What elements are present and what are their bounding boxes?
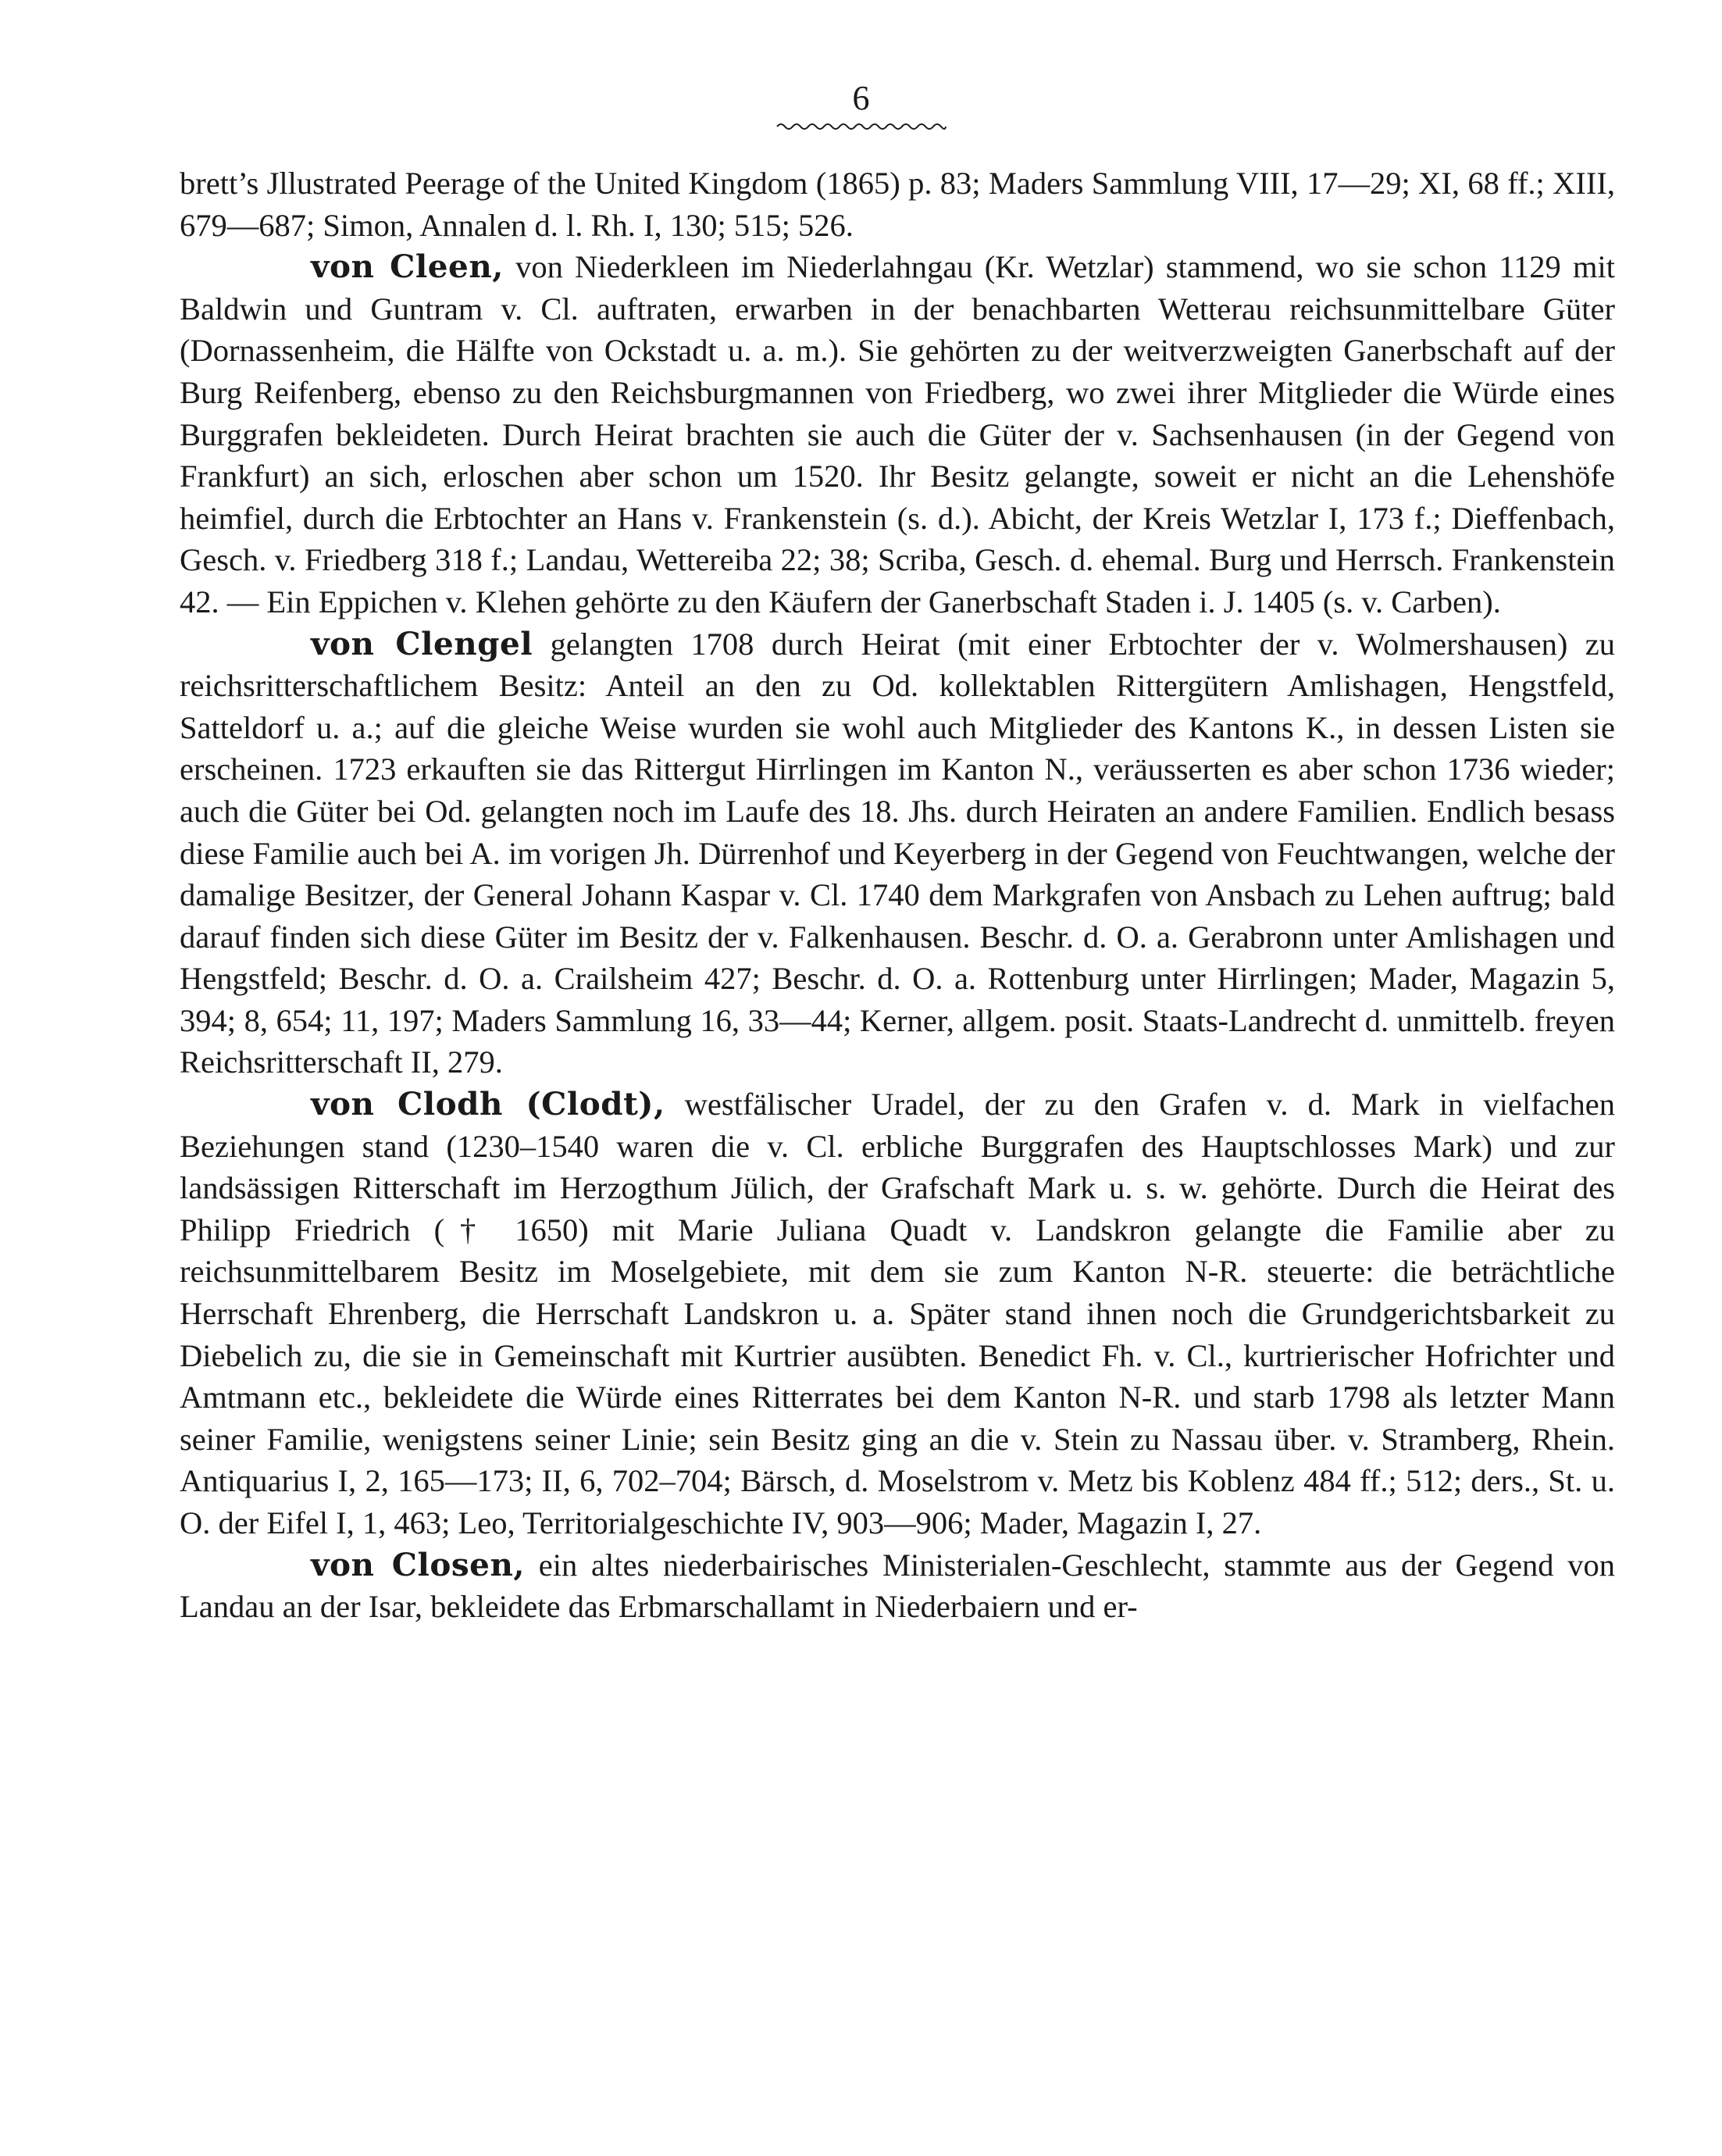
entry-von-clodh xyxy=(180,1083,1615,1544)
entry-text: westfälischer Uradel, der zu den Grafen v. d. Mark in vielfachen Beziehungen stand (1230–1540 waren die v. Cl. erbliche Burggrafen des Hauptschlosses Mark) und zur landsässigen Ritterschaft im Herzogthum Jülich, der Grafschaft Mark u. s. w. gehörte. Durch die Heirat des Philipp Friedrich († 1650) mit Marie Juliana Quadt v. Landskron gelangte die Familie aber zu reichsunmittelbarem Besitz im Moselgebiete, mit dem sie zum Kanton N-R. steuerte: die beträchtliche Herrschaft Ehrenberg, die Herrschaft Landskron u. a. Später stand ihnen noch die Grundgerichtsbarkeit zu Diebelich zu, die sie in Gemeinschaft mit Kurtrier ausübten. Benedict Fh. v. Cl., kurtrierischer Hofrichter und Amtmann etc., bekleidete die Würde eines Ritterrates bei dem Kanton N-R. und starb 1798 als letzter Mann seiner Familie, wenigstens seiner Linie; sein Besitz ging an die v. Stein zu Nassau über. v. Stramberg, Rhein. Antiquarius I, 2, 165—173; II, 6, 702–704; Bärsch, d. Moselstrom v. Metz bis Koblenz 484 ff.; 512; ders., St. u. O. der Eifel I, 1, 463; Leo, Territorialgeschichte IV, 903—906; Mader, Magazin I, 27. xyxy=(180,1087,1616,1540)
entry-von-cleen xyxy=(180,246,1615,623)
entry-text: gelangten 1708 durch Heirat (mit einer Erbtochter der v. Wolmershausen) zu reichsritterschaftlichem Besitz: Anteil an den zu Od. kollektablen Rittergütern Amlishagen, Hengstfeld, Satteldorf u. a.; auf die gleiche Weise wurden sie wohl auch Mitglieder des Kantons K., in dessen Listen sie erscheinen. 1723 erkauften sie das Rittergut Hirrlingen im Kanton N., veräusserten es aber schon 1736 wieder; auch die Güter bei Od. gelangten noch im Laufe des 18. Jhs. durch Heiraten an andere Familien. Endlich besass diese Familie auch bei A. im vorigen Jh. Dürrenhof und Keyerberg in der Gegend von Feuchtwangen, welche der damalige Besitzer, der General Johann Kaspar v. Cl. 1740 dem Markgrafen von Ansbach zu Lehen auftrug; bald darauf finden sich diese Güter im Besitz der v. Falkenhausen. Beschr. d. O. a. Gerabronn unter Amlishagen und Hengstfeld; Beschr. d. O. a. Crailsheim 427; Beschr. d. O. a. Rottenburg unter Hirrlingen; Mader, Magazin 5, 394; 8, 654; 11, 197; Maders Sammlung 16, 33—44; Kerner, allgem. posit. Staats-Landrecht d. unmittelb. freyen Reichsritterschaft II, 279. xyxy=(180,626,1615,1080)
entry-text: ein altes niederbairisches Ministerialen-Geschlecht, stammte aus der Gegend von Landau an der Isar, bekleidete das Erbmarschallamt in Niederbaiern und er- xyxy=(180,1547,1615,1625)
paragraph-continuation xyxy=(180,162,1615,246)
page-header xyxy=(0,78,1722,133)
entry-von-closen xyxy=(180,1544,1615,1628)
entry-von-clengel xyxy=(180,623,1615,1084)
wavy-rule-ornament xyxy=(775,120,947,133)
page-body-text xyxy=(180,162,1615,1628)
entry-text: von Niederkleen im Niederlahngau (Kr. Wetzlar) stammend, wo sie schon 1129 mit Baldwin und Guntram v. Cl. auftraten, erwarben in der benachbarten Wetterau reichsunmittelbare Güter (Dornassenheim, die Hälfte von Ockstadt u. a. m.). Sie gehörten zu der weitverzweigten Ganerbschaft auf der Burg Reifenberg, ebenso zu den Reichsburgmannen von Friedberg, wo zwei ihrer Mitglieder die Würde eines Burggrafen bekleideten. Durch Heirat brachten sie auch die Güter der v. Sachsenhausen (in der Gegend von Frankfurt) an sich, erloschen aber schon um 1520. Ihr Besitz gelangte, soweit er nicht an die Lehenshöfe heimfiel, durch die Erbtochter an Hans v. Frankenstein (s. d.). Abicht, der Kreis Wetzlar I, 173 f.; Dieffenbach, Gesch. v. Friedberg 318 f.; Landau, Wettereiba 22; 38; Scriba, Gesch. d. ehemal. Burg und Herrsch. Frankenstein 42. — Ein Eppichen v. Klehen gehörte zu den Käufern der Ganerbschaft Staden i. J. 1405 (s. v. Carben). xyxy=(180,249,1615,619)
entry-headword: von Closen, xyxy=(311,1545,525,1583)
paragraph-text: brett’s Jllustrated Peerage of the United Kingdom (1865) p. 83; Maders Sammlung VIII, 17—29; XI, 68 ff.; XIII, 679—687; Simon, Annalen d. l. Rh. I, 130; 515; 526. xyxy=(180,166,1615,243)
entry-headword: von Clodh (Clodt), xyxy=(311,1085,665,1123)
entry-headword: von Cleen, xyxy=(311,248,504,286)
entry-headword: von Clengel xyxy=(311,624,533,662)
page-number: 6 xyxy=(852,79,870,117)
